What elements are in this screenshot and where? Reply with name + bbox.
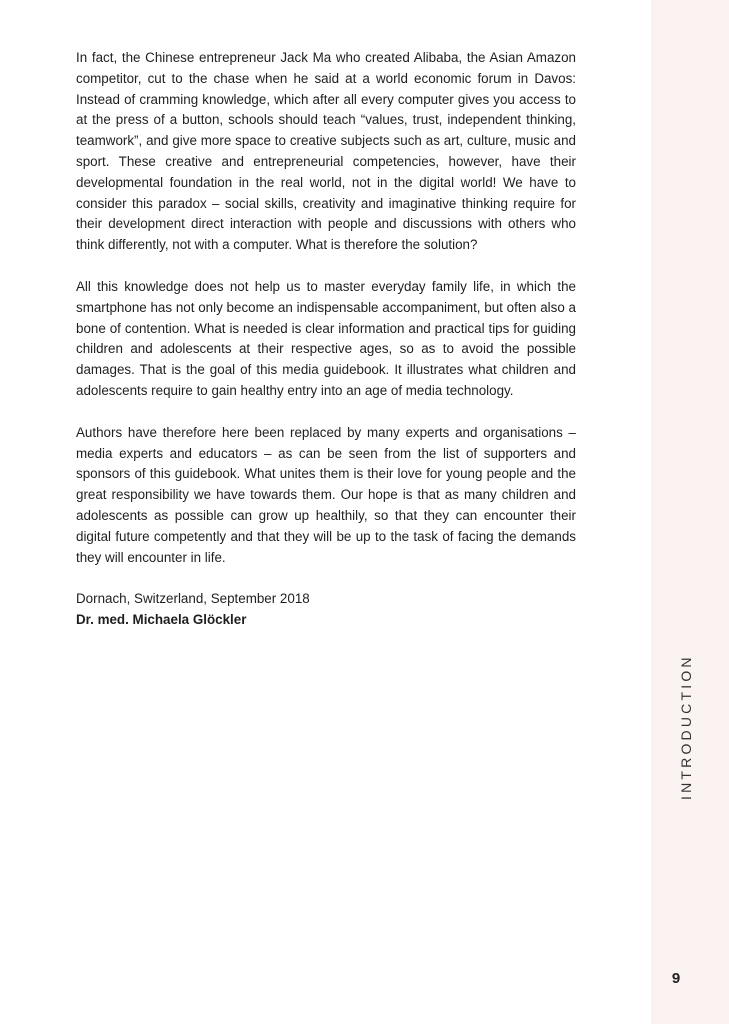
text-column — [76, 48, 576, 631]
paragraph-3: Authors have therefore here been replaced by many experts and organisations – media experts and educators – as can be seen from the list of supporters and sponsors of this guidebook. What unites them is their love for young people and the great responsibility we have towards them. Our hope is that as many children and adolescents as possible can grow up healthily, so that they can encounter their digital future competently and that they will be up to the task of facing the demands they will encounter in life. — [76, 424, 576, 565]
author-name: Dr. med. Michaela Glöckler — [76, 612, 247, 628]
sidebar-margin — [651, 0, 729, 1024]
paragraph-2: All this knowledge does not help us to master everyday family life, in which the smartphone has not only become an indispensable accompaniment, but often also a bone of contention. What is needed is clear information and practical tips for guiding children and adolescents at their respective ages, so as to avoid the possible damages. That is the goal of this media guidebook. It illustrates what children and adolescents require to gain healthy entry into an age of media technology. — [76, 278, 576, 398]
section-label: INTRODUCTION — [678, 654, 694, 800]
page-number: 9 — [671, 970, 681, 987]
paragraph-1: In fact, the Chinese entrepreneur Jack Ma who created Alibaba, the Asian Amazon competitor, cut to the chase when he said at a world economic forum in Davos: Instead of cramming knowledge, which after all every computer gives you access to at the press of a button, schools should teach “values, trust, independent thinking, teamwork”, and give more space to creative subjects such as art, culture, music and sport. These creative and entrepreneurial competencies, however, have their developmental foundation in the real world, not in the digital world! We have to consider this paradox – social skills, creativity and imaginative thinking require for their development direct interaction with people and discussions with others who think differently, not with a computer. What is therefore the solution? — [76, 50, 576, 253]
place-date: Dornach, Switzerland, September 2018 — [76, 591, 310, 607]
